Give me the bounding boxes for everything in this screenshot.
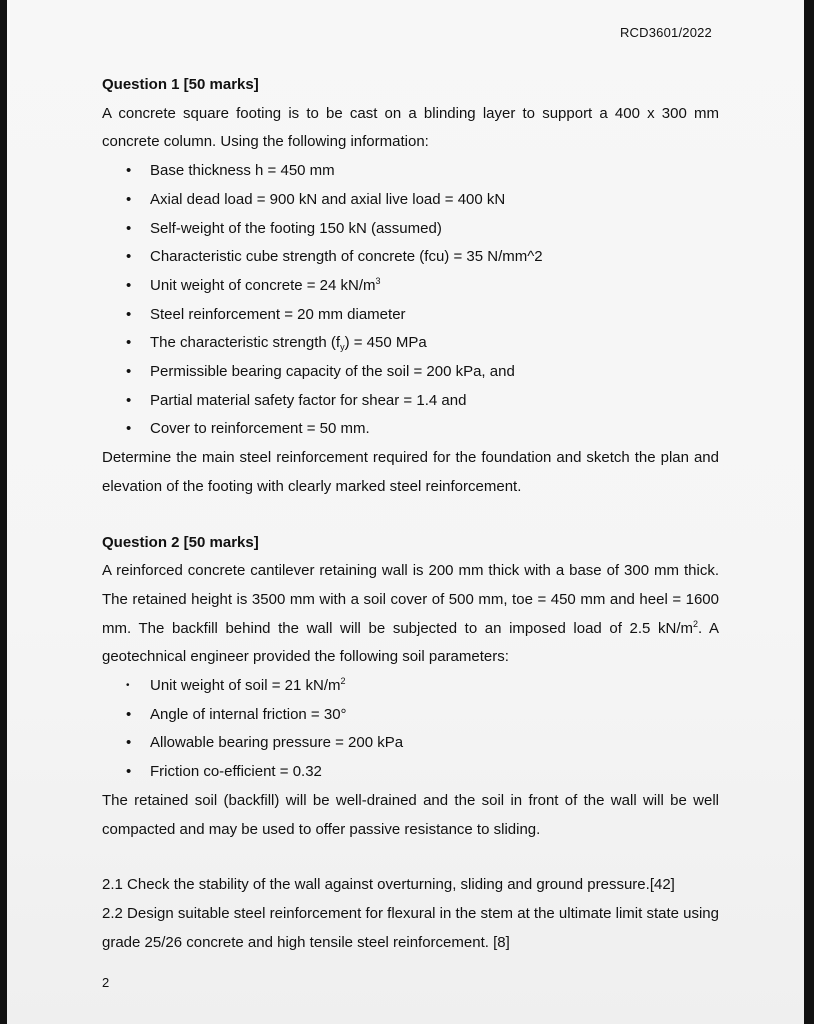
bullet-icon: •: [126, 305, 132, 323]
bullet-icon: •: [126, 680, 130, 692]
list-item: • Allowable bearing pressure = 200 kPa: [102, 729, 719, 758]
bullet-icon: •: [126, 734, 132, 752]
bullet-icon: •: [126, 276, 132, 294]
page-content: [102, 71, 719, 957]
question-2-1: 2.1 Check the stability of the wall against overturning, sliding and ground pressure.[42]: [102, 876, 675, 894]
document-reference: RCD3601/2022: [619, 25, 712, 40]
bullet-icon: •: [126, 334, 132, 352]
section-gap: [102, 502, 719, 529]
list-item: • Partial material safety factor for shear = 1.4 and: [102, 387, 719, 416]
document-page: [7, 0, 804, 1024]
list-item: • Self-weight of the footing 150 kN (assumed): [102, 215, 719, 244]
bullet-icon: •: [126, 363, 132, 381]
bullet-icon: •: [126, 219, 132, 237]
question-1-conclusion: Determine the main steel reinforcement required for the foundation and sketch the plan and elevation of the footing with clearly marked steel reinforcement.: [102, 449, 719, 495]
question-2-conclusion: The retained soil (backfill) will be well-drained and the soil in front of the wall will be well compacted and may be used to offer passive resistance to sliding.: [102, 791, 719, 838]
bullet-icon: •: [126, 705, 132, 723]
bullet-icon: •: [126, 420, 132, 438]
bullet-icon: •: [126, 763, 132, 781]
list-item: • Axial dead load = 900 kN and axial live load = 400 kN: [102, 186, 719, 215]
question-2-intro: A reinforced concrete cantilever retaining wall is 200 mm thick with a base of 300 mm thick. The retained height is 3500 mm with a soil cover of 500 mm, toe = 450 mm and heel = 1600 mm. The backfill behind the wall will be subjected to an imposed load of 2.5 $kN/m^2$. A geotechnical engineer provided the following soil parameters:: [102, 562, 719, 666]
bullet-icon: •: [126, 162, 132, 180]
list-item: • Base thickness h = 450 mm: [102, 157, 719, 186]
list-item: • Cover to reinforcement = 50 mm.: [102, 415, 719, 444]
question-2-2: 2.2 Design suitable steel reinforcement for flexural in the stem at the ultimate limit state using grade 25/26 concrete and high tensile steel reinforcement. [8]: [102, 904, 719, 951]
left-border: [0, 0, 7, 1024]
bullet-icon: •: [126, 248, 132, 266]
question-2-heading: Question 2 [50 marks]: [102, 533, 259, 551]
list-item: • Characteristic cube strength of concrete (fcu) = 35 N/mm^2: [102, 243, 719, 272]
bullet-icon: •: [126, 190, 132, 208]
question-1-list: [102, 157, 719, 444]
list-item: • Steel reinforcement = 20 mm diameter: [102, 301, 719, 330]
bullet-icon: •: [126, 391, 132, 409]
right-border: [804, 0, 814, 1024]
section-gap: [102, 844, 719, 871]
list-item: • Unit weight of concrete = 24 $kN/m^3$: [102, 272, 719, 301]
question-1-intro: A concrete square footing is to be cast on a blinding layer to support a 400 x 300 mm concrete column. Using the following information:: [102, 104, 719, 151]
list-item: • The characteristic strength $(f_y) = 450$ MPa: [102, 329, 719, 358]
list-item: • Friction co-efficient = 0.32: [102, 758, 719, 787]
question-2-list: [102, 672, 719, 787]
list-item: • Angle of internal friction = 30°: [102, 701, 719, 730]
page-number: 2: [102, 975, 110, 990]
question-1-heading: Question 1 [50 marks]: [102, 76, 259, 93]
list-item: • Permissible bearing capacity of the soil = 200 kPa, and: [102, 358, 719, 387]
list-item: • Unit weight of soil = 21 $kN/m^2$: [102, 672, 719, 701]
